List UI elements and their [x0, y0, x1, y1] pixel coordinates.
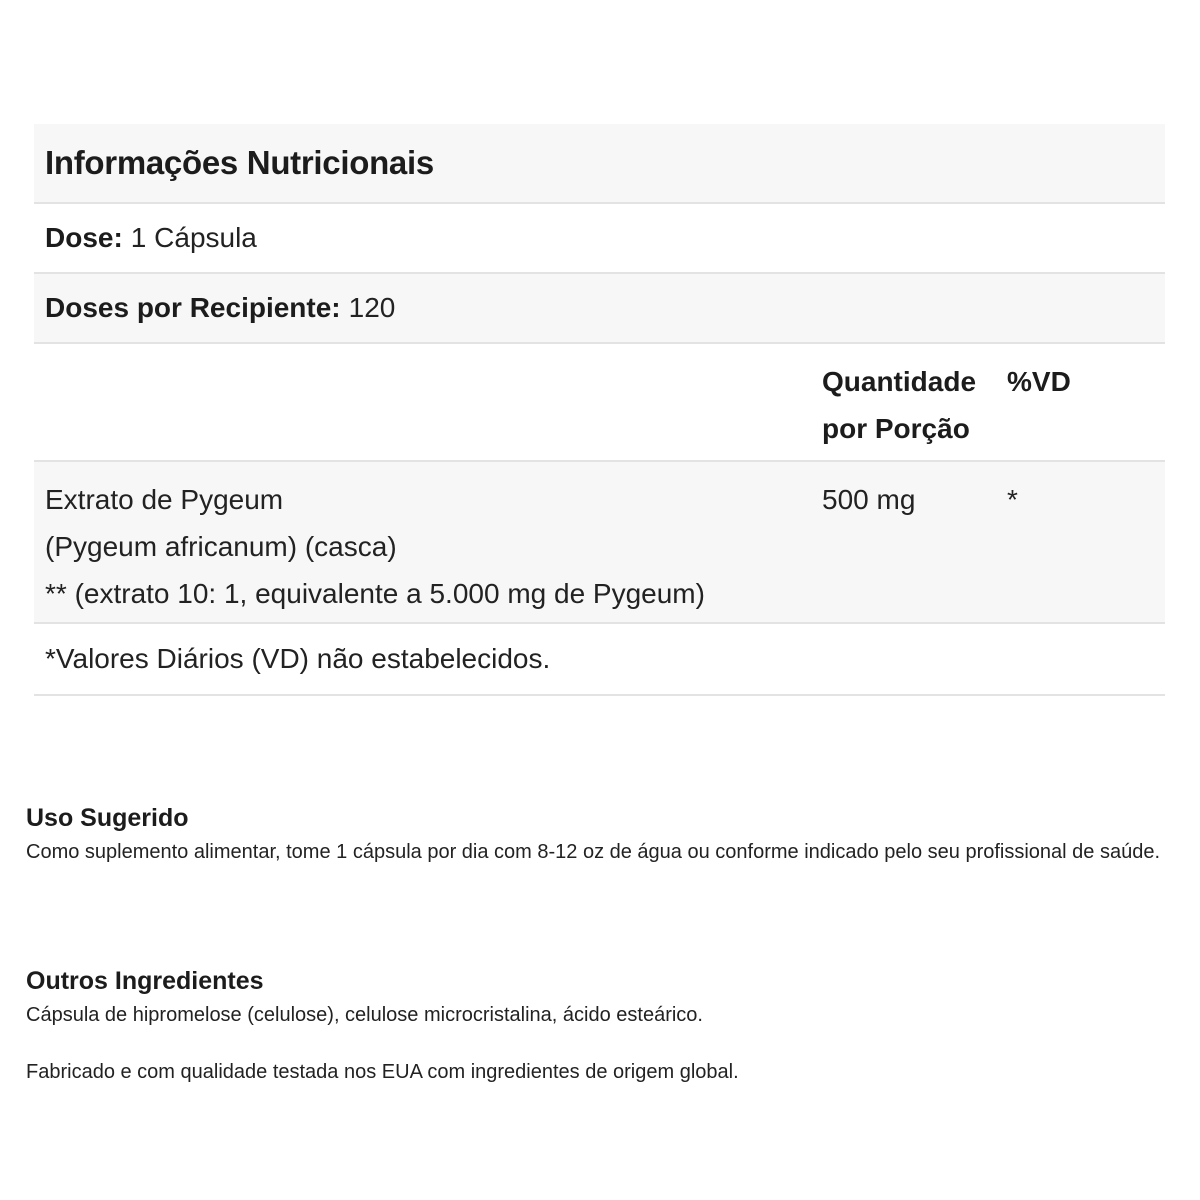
dose-value: 1 Cápsula	[130, 222, 257, 253]
facts-title: Informações Nutricionais	[45, 144, 434, 181]
dose-row	[34, 204, 1165, 274]
daily-value-header: %VD	[1007, 366, 1071, 397]
ingredient-row	[34, 462, 1165, 624]
suggested-use-title: Uso Sugerido	[26, 804, 189, 832]
doses-per-container-row	[34, 274, 1165, 344]
daily-value-footnote: *Valores Diários (VD) não estabelecidos.	[45, 643, 551, 674]
made-in-text: Fabricado e com qualidade testada nos EUA com ingredientes de origem global.	[26, 1061, 739, 1083]
doses-per-container-value: 120	[348, 292, 396, 323]
amount-header-line1: Quantidade	[822, 366, 977, 397]
ingredient-line3: ** (extrato 10: 1, equivalente a 5.000 mg de Pygeum)	[45, 578, 705, 609]
ingredient-amount: 500 mg	[822, 484, 916, 515]
ingredient-line1: Extrato de Pygeum	[45, 484, 284, 515]
footnote-row	[34, 624, 1165, 696]
ingredient-daily-value: *	[1007, 484, 1018, 515]
amount-per-serving-header	[822, 358, 1002, 452]
suggested-use-section	[26, 802, 1186, 869]
other-ingredients-text: Cápsula de hipromelose (celulose), celulose microcristalina, ácido esteárico.	[26, 1004, 703, 1026]
amount-header-line2: por Porção	[822, 413, 970, 444]
column-header-row	[34, 344, 1165, 462]
nutrition-facts-table	[34, 124, 1165, 696]
dose-label: Dose:	[45, 222, 123, 253]
other-ingredients-title: Outros Ingredientes	[26, 967, 264, 995]
other-ingredients-section	[26, 965, 1186, 1089]
ingredient-name	[45, 476, 705, 617]
facts-title-row	[34, 124, 1165, 204]
doses-per-container-label: Doses por Recipiente:	[45, 292, 341, 323]
ingredient-line2: (Pygeum africanum) (casca)	[45, 531, 397, 562]
suggested-use-text: Como suplemento alimentar, tome 1 cápsula por dia com 8-12 oz de água ou conforme indicado pelo seu profissional de saúde.	[26, 841, 1161, 863]
